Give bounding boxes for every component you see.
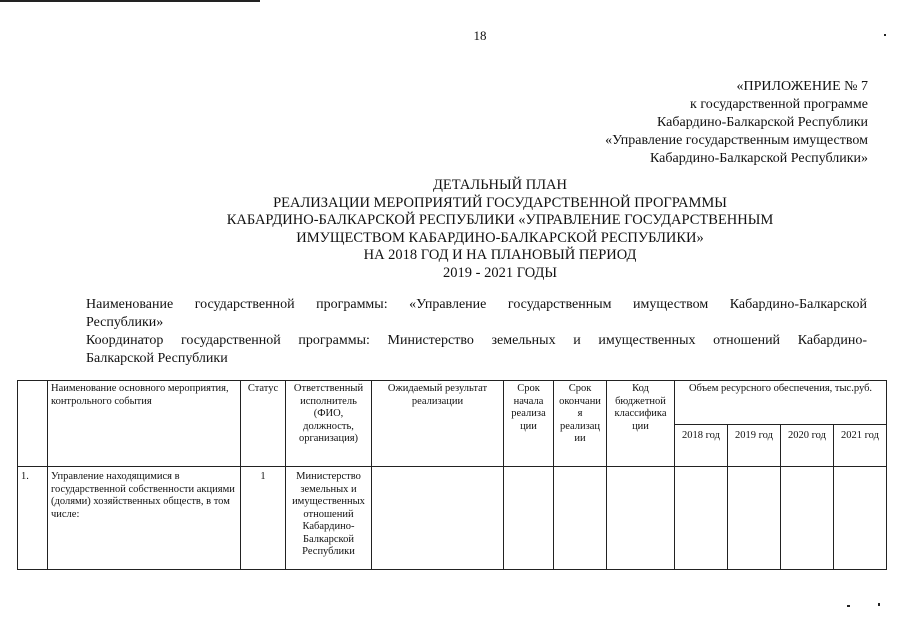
cell-event-name: Управление находящимися в государственной собственности акциями (долями) хозяйственных обществ, в том числе:	[48, 467, 241, 570]
header-year: 2020 год	[781, 425, 834, 467]
cell-expected-result	[372, 467, 504, 570]
program-coordinator-line: Балкарской Республики	[86, 351, 228, 366]
detailed-plan-table	[17, 380, 887, 570]
appendix-line: к государственной программе	[690, 97, 868, 112]
header-year: 2018 год	[675, 425, 728, 467]
cell-2021	[834, 467, 887, 570]
header-end: Срок окончани я реализац ии	[554, 381, 607, 467]
header-year: 2019 год	[728, 425, 781, 467]
scan-artifact	[0, 0, 260, 2]
cell-end	[554, 467, 607, 570]
cell-budget-code	[607, 467, 675, 570]
scan-artifact	[878, 603, 880, 606]
header-funding: Объем ресурсного обеспечения, тыс.руб.	[675, 381, 887, 425]
title-line: 2019 - 2021 ГОДЫ	[442, 264, 557, 281]
scan-artifact	[884, 34, 886, 36]
cell-start	[504, 467, 554, 570]
table-row	[18, 467, 887, 570]
cell-2018	[675, 467, 728, 570]
appendix-line: «ПРИЛОЖЕНИЕ № 7	[736, 79, 868, 94]
appendix-line: Кабардино-Балкарской Республики	[657, 115, 868, 130]
program-name-line: Наименование государственной программы: «Управление государственным имуществом Кабардино-Балкарской	[86, 297, 867, 312]
header-year: 2021 год	[834, 425, 887, 467]
title-line: ИМУЩЕСТВОМ КАБАРДИНО-БАЛКАРСКОЙ РЕСПУБЛИКИ»	[296, 229, 704, 246]
header-event-name: Наименование основного мероприятия, контрольного события	[48, 381, 241, 467]
cell-2020	[781, 467, 834, 570]
header-start: Срок начала реализа ции	[504, 381, 554, 467]
program-name-line: Республики»	[86, 315, 164, 330]
title-line: КАБАРДИНО-БАЛКАРСКОЙ РЕСПУБЛИКИ «УПРАВЛЕНИЕ ГОСУДАРСТВЕННЫМ	[226, 212, 774, 228]
program-info	[86, 296, 867, 368]
cell-2019	[728, 467, 781, 570]
scan-artifact	[847, 605, 850, 607]
cell-status: 1	[241, 467, 286, 570]
cell-number: 1.	[18, 467, 48, 570]
appendix-header	[605, 78, 868, 168]
table-header-row	[18, 381, 887, 425]
title-line: ДЕТАЛЬНЫЙ ПЛАН	[433, 177, 567, 193]
appendix-line: «Управление государственным имуществом	[605, 133, 868, 148]
cell-executor: Министерство земельных и имущественных отношений Кабардино-Балкарской Республики	[286, 467, 372, 570]
header-executor: Ответственный исполнитель (ФИО, должность, организация)	[286, 381, 372, 467]
page-number: 18	[473, 28, 487, 43]
title-line: НА 2018 ГОД И НА ПЛАНОВЫЙ ПЕРИОД	[363, 247, 637, 263]
header-budget-code: Код бюджетной классифика ции	[607, 381, 675, 467]
header-status: Статус	[241, 381, 286, 467]
program-coordinator-line: Координатор государственной программы: Министерство земельных и имущественных отношений Кабардино-	[86, 333, 867, 348]
plan-title	[180, 177, 820, 282]
appendix-line: Кабардино-Балкарской Республики»	[650, 151, 868, 166]
header-number	[18, 381, 48, 467]
header-expected-result: Ожидаемый результат реализации	[372, 381, 504, 467]
title-line: РЕАЛИЗАЦИИ МЕРОПРИЯТИЙ ГОСУДАРСТВЕННОЙ ПРОГРАММЫ	[273, 194, 727, 211]
